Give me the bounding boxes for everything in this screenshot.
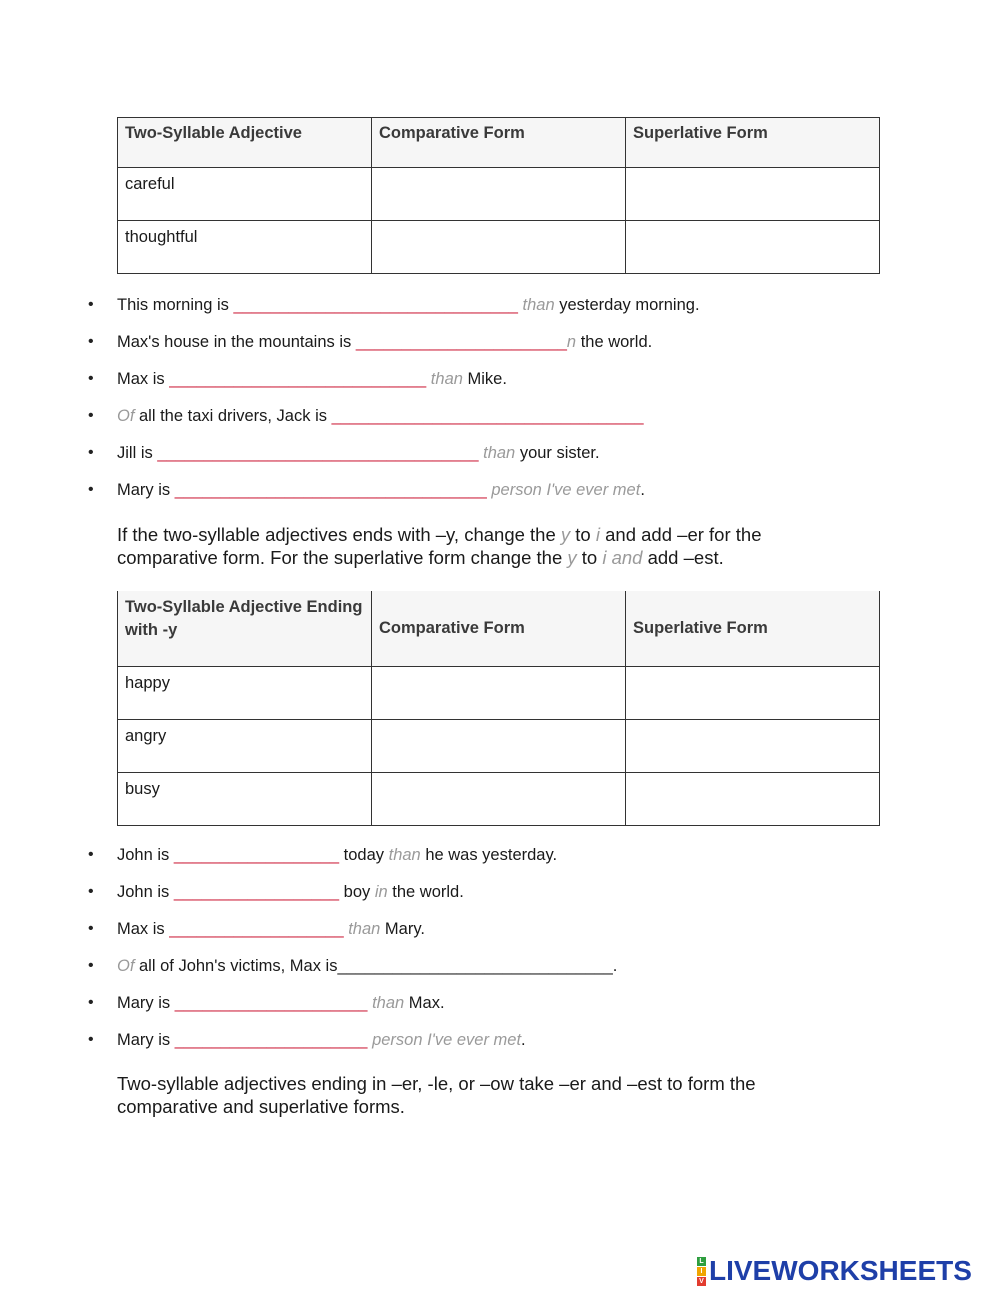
header-adjective: Two-Syllable Adjective Ending with -y	[118, 591, 372, 666]
sentence-text: Mary.	[380, 920, 425, 938]
sentence-text: Mary is	[117, 1031, 175, 1049]
list-item	[0, 294, 1000, 331]
comparative-answer-cell[interactable]	[372, 221, 626, 274]
comparative-answer-cell[interactable]	[372, 168, 626, 221]
answer-blank[interactable]: ___________________________________	[157, 444, 479, 462]
table-row	[118, 221, 880, 274]
hint-text: than	[478, 444, 516, 462]
sentence-text: .	[640, 481, 645, 499]
hint-text: in	[374, 883, 388, 901]
sentence-text: all the taxi drivers, Jack is	[134, 407, 332, 425]
list-item	[0, 955, 1000, 992]
paragraph-text: to	[576, 547, 603, 568]
adjective-cell: happy	[118, 666, 372, 719]
hint-text: person I've ever met	[486, 481, 641, 499]
sentence-text: .	[612, 957, 618, 975]
list-item	[0, 331, 1000, 368]
list-item	[0, 992, 1000, 1029]
adjective-table-2	[117, 591, 880, 826]
list-item	[0, 405, 1000, 442]
paragraph-text: add –est.	[642, 547, 724, 568]
paragraph-text: to	[570, 524, 596, 545]
table-header-row	[118, 118, 880, 168]
header-superlative: Superlative Form	[626, 118, 880, 168]
sentence-text: .	[521, 1031, 526, 1049]
logo-blocks-icon	[697, 1257, 706, 1286]
logo-block: V	[697, 1277, 706, 1286]
sentence-text: Jill is	[117, 444, 158, 462]
hint-text: person I've ever met	[372, 1031, 522, 1049]
paragraph-text: and add –er for the comparative form. For the superlative form change the	[117, 524, 762, 568]
answer-blank[interactable]: ____________________________	[169, 370, 427, 388]
sentence-text: your sister.	[515, 444, 600, 462]
adjective-cell: busy	[118, 772, 372, 825]
table-header-row	[118, 591, 880, 666]
rule-paragraph-er-le-ow: Two-syllable adjectives ending in –er, -le, or –ow take –er and –est to form the comparative and superlative forms.	[117, 1073, 756, 1117]
hint-text: than	[372, 994, 405, 1012]
hint-text: than	[348, 920, 381, 938]
logo-block: I	[697, 1267, 706, 1276]
hint-text: than	[426, 370, 463, 388]
hint-text: n	[566, 333, 577, 351]
list-item	[0, 479, 1000, 516]
answer-blank[interactable]: __________________________________	[174, 481, 487, 499]
logo-block: L	[697, 1257, 706, 1266]
superlative-answer-cell[interactable]	[626, 666, 880, 719]
sentence-text: Max is	[117, 370, 170, 388]
header-comparative: Comparative Form	[372, 118, 626, 168]
adjective-cell: thoughtful	[118, 221, 372, 274]
sentence-text: boy	[339, 883, 375, 901]
superlative-answer-cell[interactable]	[626, 772, 880, 825]
answer-blank[interactable]: _____________________	[174, 1031, 368, 1049]
table-row	[118, 666, 880, 719]
sentence-text: Mary is	[117, 481, 175, 499]
sentence-text: yesterday morning.	[554, 296, 700, 314]
rule-paragraph-y	[117, 523, 817, 569]
sentence-text: today	[339, 846, 389, 864]
list-item	[0, 368, 1000, 405]
superlative-answer-cell[interactable]	[626, 168, 880, 221]
comparative-answer-cell[interactable]	[372, 772, 626, 825]
hint-text: Of	[117, 957, 135, 975]
sentence-text: John is	[117, 846, 174, 864]
comparative-answer-cell[interactable]	[372, 719, 626, 772]
sentence-text: This morning is	[117, 296, 234, 314]
exercise-list-2	[0, 844, 1000, 1066]
answer-blank[interactable]: __________________________________	[331, 407, 644, 425]
hint-text: i and	[602, 547, 643, 568]
hint-text: than	[517, 296, 555, 314]
sentence-text: Max.	[404, 994, 445, 1012]
list-item	[0, 918, 1000, 955]
list-item	[0, 844, 1000, 881]
sentence-text: the world.	[576, 333, 653, 351]
hint-text: i	[595, 524, 600, 545]
sentence-text: the world.	[387, 883, 464, 901]
table-row	[118, 719, 880, 772]
superlative-answer-cell[interactable]	[626, 221, 880, 274]
answer-blank[interactable]: _____________________	[174, 994, 368, 1012]
header-superlative: Superlative Form	[626, 591, 880, 666]
list-item	[0, 1029, 1000, 1066]
answer-blank[interactable]: ______________________________	[337, 957, 613, 975]
adjective-cell: angry	[118, 719, 372, 772]
hint-text: y	[560, 524, 571, 545]
adjective-cell: careful	[118, 168, 372, 221]
sentence-text: Max is	[117, 920, 170, 938]
answer-blank[interactable]: _______________________	[355, 333, 567, 351]
hint-text: than	[388, 846, 421, 864]
hint-text: Of	[117, 407, 135, 425]
sentence-text: John is	[117, 883, 174, 901]
table-row	[118, 168, 880, 221]
answer-blank[interactable]: ___________________	[169, 920, 344, 938]
hint-text: y	[567, 547, 577, 568]
exercise-list-1	[0, 294, 1000, 516]
liveworksheets-logo	[697, 1256, 972, 1286]
header-comparative: Comparative Form	[372, 591, 626, 666]
answer-blank[interactable]: __________________	[173, 846, 340, 864]
sentence-text: Mike.	[462, 370, 507, 388]
list-item	[0, 442, 1000, 479]
answer-blank[interactable]: _______________________________	[233, 296, 518, 314]
sentence-text: Mary is	[117, 994, 175, 1012]
list-item	[0, 881, 1000, 918]
comparative-answer-cell[interactable]	[372, 666, 626, 719]
adjective-table-1	[117, 117, 880, 274]
sentence-text: Max's house in the mountains is	[117, 333, 356, 351]
paragraph-text: If the two-syllable adjectives ends with –y, change the	[117, 524, 561, 545]
superlative-answer-cell[interactable]	[626, 719, 880, 772]
logo-text: LIVEWORKSHEETS	[709, 1255, 972, 1286]
answer-blank[interactable]: __________________	[173, 883, 340, 901]
sentence-text: all of John's victims, Max is	[134, 957, 338, 975]
header-adjective: Two-Syllable Adjective	[118, 118, 372, 168]
sentence-text: he was yesterday.	[420, 846, 558, 864]
table-row	[118, 772, 880, 825]
